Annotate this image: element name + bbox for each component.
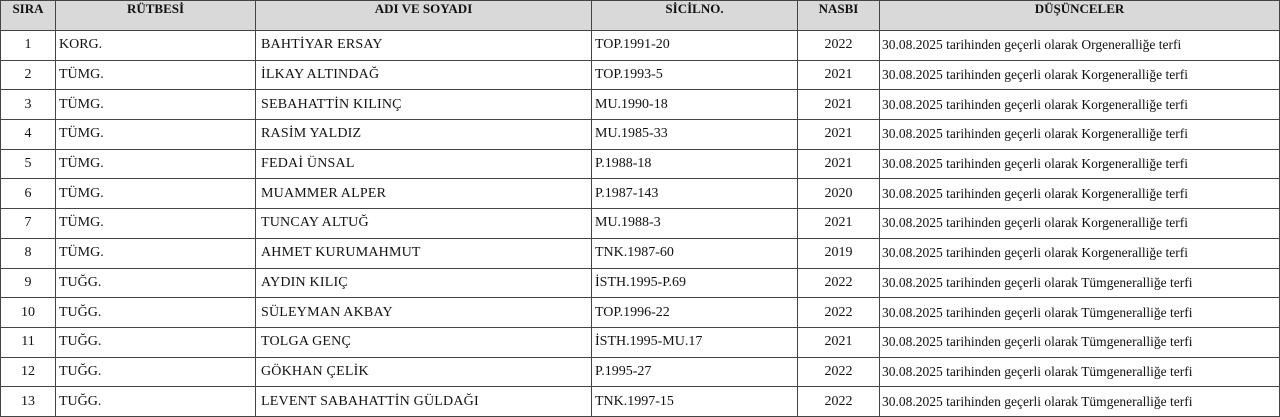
table-row <box>1 268 1280 298</box>
table-row <box>1 60 1280 90</box>
cell-rutbe: TÜMG. <box>56 90 256 120</box>
cell-dusunce: 30.08.2025 tarihinden geçerli olarak Korgeneralliğe terfi <box>880 120 1280 150</box>
cell-sira: 12 <box>1 357 56 387</box>
cell-sicil-no: TOP.1991-20 <box>592 31 798 61</box>
cell-sira: 3 <box>1 90 56 120</box>
cell-dusunce: 30.08.2025 tarihinden geçerli olarak Tümgeneralliğe terfi <box>880 268 1280 298</box>
cell-ad-soyad: AYDIN KILIÇ <box>256 268 592 298</box>
cell-sicil-no: MU.1988-3 <box>592 209 798 239</box>
cell-sira: 8 <box>1 238 56 268</box>
cell-ad-soyad: TOLGA GENÇ <box>256 327 592 357</box>
cell-rutbe: KORG. <box>56 31 256 61</box>
cell-sicil-no: P.1988-18 <box>592 149 798 179</box>
cell-ad-soyad: GÖKHAN ÇELİK <box>256 357 592 387</box>
cell-dusunce: 30.08.2025 tarihinden geçerli olarak Korgeneralliğe terfi <box>880 209 1280 239</box>
cell-sira: 1 <box>1 31 56 61</box>
table-row <box>1 327 1280 357</box>
cell-sicil-no: TOP.1993-5 <box>592 60 798 90</box>
cell-rutbe: TUĞG. <box>56 387 256 417</box>
cell-nasbi: 2022 <box>798 31 880 61</box>
cell-ad-soyad: BAHTİYAR ERSAY <box>256 31 592 61</box>
cell-sira: 13 <box>1 387 56 417</box>
cell-rutbe: TÜMG. <box>56 60 256 90</box>
cell-nasbi: 2022 <box>798 357 880 387</box>
cell-sira: 6 <box>1 179 56 209</box>
cell-rutbe: TÜMG. <box>56 120 256 150</box>
table-row <box>1 238 1280 268</box>
table-row <box>1 149 1280 179</box>
cell-sira: 4 <box>1 120 56 150</box>
cell-dusunce: 30.08.2025 tarihinden geçerli olarak Korgeneralliğe terfi <box>880 179 1280 209</box>
cell-nasbi: 2021 <box>798 209 880 239</box>
cell-rutbe: TUĞG. <box>56 327 256 357</box>
cell-sicil-no: İSTH.1995-MU.17 <box>592 327 798 357</box>
cell-sira: 2 <box>1 60 56 90</box>
cell-sicil-no: MU.1985-33 <box>592 120 798 150</box>
cell-nasbi: 2019 <box>798 238 880 268</box>
cell-rutbe: TUĞG. <box>56 268 256 298</box>
cell-nasbi: 2022 <box>798 268 880 298</box>
header-sicil-no: SİCİLNO. <box>592 1 798 31</box>
cell-dusunce: 30.08.2025 tarihinden geçerli olarak Korgeneralliğe terfi <box>880 238 1280 268</box>
cell-dusunce: 30.08.2025 tarihinden geçerli olarak Korgeneralliğe terfi <box>880 90 1280 120</box>
cell-dusunce: 30.08.2025 tarihinden geçerli olarak Tümgeneralliğe terfi <box>880 327 1280 357</box>
cell-ad-soyad: MUAMMER ALPER <box>256 179 592 209</box>
table-row <box>1 31 1280 61</box>
table-row <box>1 90 1280 120</box>
cell-dusunce: 30.08.2025 tarihinden geçerli olarak Tümgeneralliğe terfi <box>880 387 1280 417</box>
table-body <box>1 31 1280 417</box>
cell-rutbe: TÜMG. <box>56 238 256 268</box>
cell-sicil-no: P.1995-27 <box>592 357 798 387</box>
cell-sicil-no: İSTH.1995-P.69 <box>592 268 798 298</box>
cell-nasbi: 2022 <box>798 387 880 417</box>
cell-nasbi: 2021 <box>798 120 880 150</box>
header-sira: SIRA <box>1 1 56 31</box>
cell-rutbe: TÜMG. <box>56 149 256 179</box>
cell-sira: 11 <box>1 327 56 357</box>
cell-dusunce: 30.08.2025 tarihinden geçerli olarak Korgeneralliğe terfi <box>880 60 1280 90</box>
cell-nasbi: 2020 <box>798 179 880 209</box>
cell-nasbi: 2022 <box>798 298 880 328</box>
cell-sira: 10 <box>1 298 56 328</box>
cell-ad-soyad: İLKAY ALTINDAĞ <box>256 60 592 90</box>
cell-rutbe: TUĞG. <box>56 298 256 328</box>
header-dusunceler: DÜŞÜNCELER <box>880 1 1280 31</box>
cell-dusunce: 30.08.2025 tarihinden geçerli olarak Orgeneralliğe terfi <box>880 31 1280 61</box>
cell-sicil-no: TNK.1997-15 <box>592 387 798 417</box>
cell-dusunce: 30.08.2025 tarihinden geçerli olarak Korgeneralliğe terfi <box>880 149 1280 179</box>
cell-nasbi: 2021 <box>798 60 880 90</box>
table-row <box>1 179 1280 209</box>
cell-nasbi: 2021 <box>798 149 880 179</box>
cell-rutbe: TÜMG. <box>56 209 256 239</box>
cell-ad-soyad: LEVENT SABAHATTİN GÜLDAĞI <box>256 387 592 417</box>
header-nasbi: NASBI <box>798 1 880 31</box>
cell-sicil-no: TNK.1987-60 <box>592 238 798 268</box>
cell-sira: 9 <box>1 268 56 298</box>
cell-dusunce: 30.08.2025 tarihinden geçerli olarak Tümgeneralliğe terfi <box>880 357 1280 387</box>
cell-rutbe: TÜMG. <box>56 179 256 209</box>
table-header-row <box>1 1 1280 31</box>
table-row <box>1 120 1280 150</box>
table-row <box>1 298 1280 328</box>
cell-ad-soyad: AHMET KURUMAHMUT <box>256 238 592 268</box>
header-adi-soyadi: ADI VE SOYADI <box>256 1 592 31</box>
cell-sicil-no: P.1987-143 <box>592 179 798 209</box>
cell-ad-soyad: SEBAHATTİN KILINÇ <box>256 90 592 120</box>
table-row <box>1 387 1280 417</box>
cell-sicil-no: TOP.1996-22 <box>592 298 798 328</box>
header-rutbesi: RÜTBESİ <box>56 1 256 31</box>
cell-ad-soyad: FEDAİ ÜNSAL <box>256 149 592 179</box>
cell-sira: 7 <box>1 209 56 239</box>
cell-ad-soyad: RASİM YALDIZ <box>256 120 592 150</box>
table-row <box>1 209 1280 239</box>
cell-sira: 5 <box>1 149 56 179</box>
cell-ad-soyad: TUNCAY ALTUĞ <box>256 209 592 239</box>
cell-ad-soyad: SÜLEYMAN AKBAY <box>256 298 592 328</box>
cell-nasbi: 2021 <box>798 327 880 357</box>
cell-nasbi: 2021 <box>798 90 880 120</box>
cell-sicil-no: MU.1990-18 <box>592 90 798 120</box>
cell-dusunce: 30.08.2025 tarihinden geçerli olarak Tümgeneralliğe terfi <box>880 298 1280 328</box>
table-row <box>1 357 1280 387</box>
cell-rutbe: TUĞG. <box>56 357 256 387</box>
